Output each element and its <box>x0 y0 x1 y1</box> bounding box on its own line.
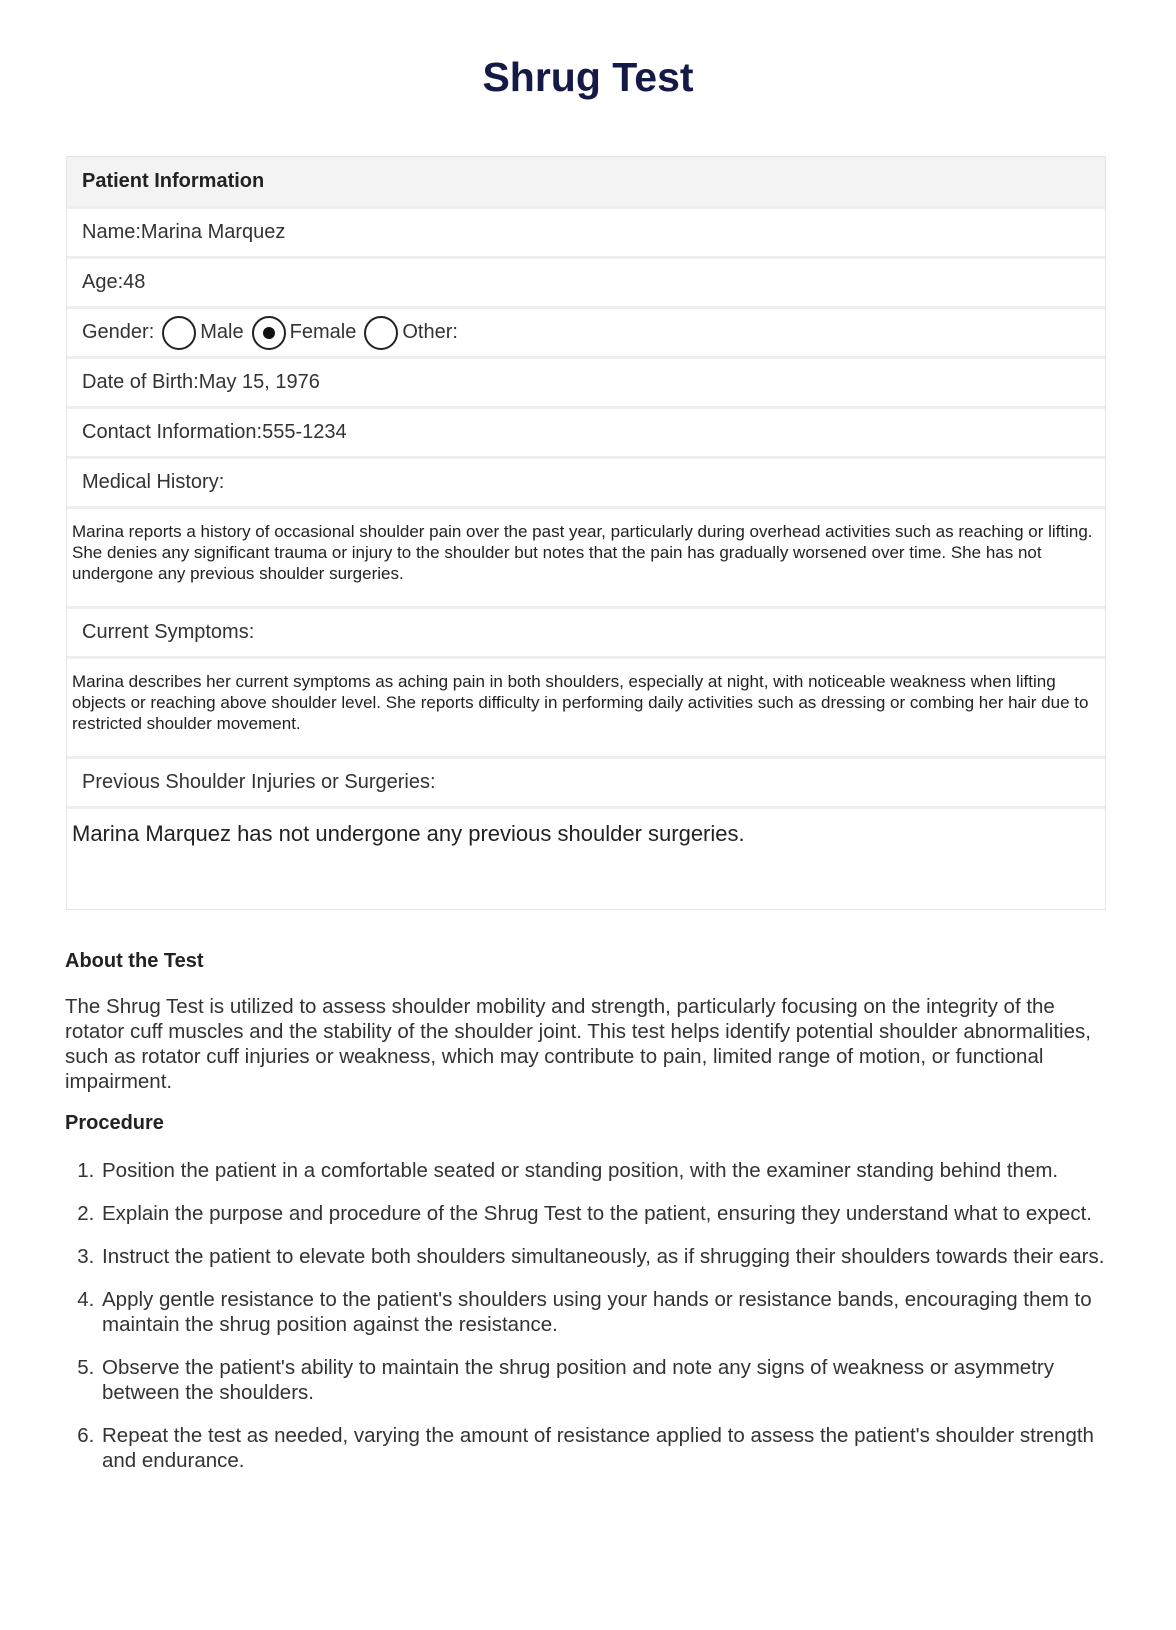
gender-male-radio[interactable] <box>162 316 196 350</box>
gender-other-radio[interactable] <box>364 316 398 350</box>
gender-label: Gender: <box>82 321 155 343</box>
procedure-list <box>100 1158 1110 1491</box>
name-label: Name: <box>82 221 141 243</box>
contact-label: Contact Information: <box>82 421 263 443</box>
symptoms-text[interactable]: Marina describes her current symptoms as aching pain in both shoulders, especially at night, with noticeable weakness when lifting objects or reaching above shoulder level. She reports difficulty in performing daily activities such as dressing or combing her hair due to restricted shoulder movement. <box>67 659 1105 759</box>
procedure-heading: Procedure <box>65 1112 164 1134</box>
gender-female-radio[interactable] <box>252 316 286 350</box>
medical-history-text[interactable]: Marina reports a history of occasional shoulder pain over the past year, particularly during overhead activities such as reaching or lifting. She denies any significant trauma or injury to the shoulder but notes that the pain has gradually worsened over time. She has not undergone any previous shoulder surgeries. <box>67 509 1105 609</box>
name-value[interactable]: Marina Marquez <box>140 221 286 243</box>
patient-information-table <box>66 156 1106 910</box>
gender-female-label: Female <box>289 321 357 343</box>
gender-other-label: Other: <box>402 321 458 343</box>
previous-injuries-label: Previous Shoulder Injuries or Surgeries: <box>67 759 1105 809</box>
medical-history-label: Medical History: <box>67 459 1105 509</box>
age-value[interactable]: 48 <box>123 271 146 293</box>
contact-value[interactable]: 555-1234 <box>262 421 347 443</box>
procedure-step: 4. Apply gentle resistance to the patient's shoulders using your hands or resistance bands, encouraging them to maintain the shrug position against the resistance. <box>100 1287 1110 1337</box>
page-title: Shrug Test <box>482 54 694 100</box>
dob-label: Date of Birth: <box>82 371 199 393</box>
procedure-step: 6. Repeat the test as needed, varying the amount of resistance applied to assess the patient's shoulder strength and endurance. <box>100 1423 1110 1473</box>
symptoms-label: Current Symptoms: <box>67 609 1105 659</box>
gender-male-label: Male <box>200 321 244 343</box>
procedure-step: 3. Instruct the patient to elevate both shoulders simultaneously, as if shrugging their shoulders towards their ears. <box>100 1244 1110 1269</box>
dob-row <box>67 359 1105 409</box>
contact-row <box>67 409 1105 459</box>
dob-value[interactable]: May 15, 1976 <box>198 371 320 393</box>
about-heading: About the Test <box>65 950 204 972</box>
procedure-step: 2. Explain the purpose and procedure of the Shrug Test to the patient, ensuring they understand what to expect. <box>100 1201 1110 1226</box>
about-text: The Shrug Test is utilized to assess shoulder mobility and strength, particularly focusing on the integrity of the rotator cuff muscles and the stability of the shoulder joint. This test helps identify potential shoulder abnormalities, such as rotator cuff injuries or weakness, which may contribute to pain, limited range of motion, or functional impairment. <box>65 995 1091 1093</box>
gender-row <box>67 309 1105 359</box>
age-row <box>67 259 1105 309</box>
procedure-step: 5. Observe the patient's ability to maintain the shrug position and note any signs of weakness or asymmetry between the shoulders. <box>100 1355 1110 1405</box>
procedure-step: 1. Position the patient in a comfortable seated or standing position, with the examiner standing behind them. <box>100 1158 1110 1183</box>
patient-information-heading: Patient Information <box>67 157 1105 209</box>
name-row <box>67 209 1105 259</box>
age-label: Age: <box>82 271 124 293</box>
previous-injuries-text[interactable]: Marina Marquez has not undergone any previous shoulder surgeries. <box>72 821 745 846</box>
